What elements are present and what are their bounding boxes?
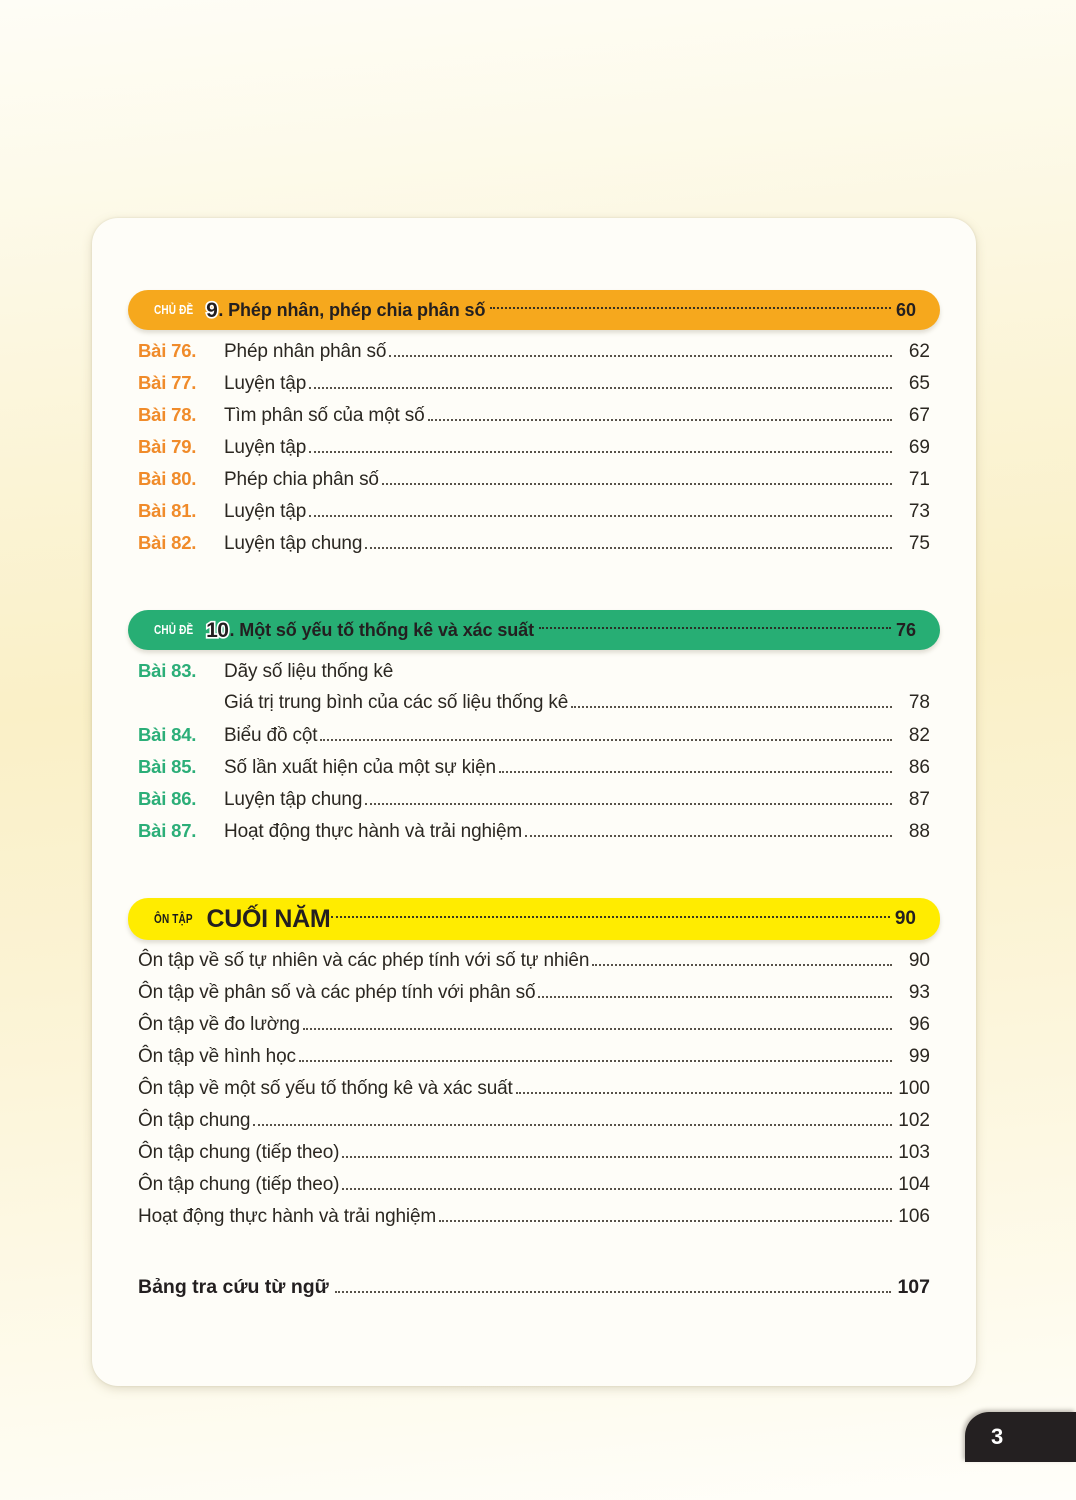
spacer (128, 852, 940, 898)
section-page-number: 90 (894, 908, 916, 929)
lesson-label: Bài 85. (138, 756, 197, 777)
lesson-title: Luyện tập chung (224, 789, 363, 810)
lesson-page-number: 62 (908, 341, 930, 362)
toc-row[interactable] (138, 1110, 930, 1142)
review-page-number: 93 (908, 982, 930, 1003)
review-title: Ôn tập chung (tiếp theo) (138, 1174, 340, 1195)
leader-dots (320, 738, 892, 741)
review-page-number: 103 (898, 1142, 930, 1163)
section-header-chapter-9[interactable] (128, 290, 940, 330)
leader-dots (592, 963, 892, 966)
section-separator: . (229, 619, 235, 640)
lesson-page-number: 78 (908, 692, 930, 713)
leader-dots (539, 626, 891, 629)
lesson-title: Phép nhân phân số (224, 341, 387, 362)
review-title: Ôn tập về số tự nhiên và các phép tính với số tự nhiên (138, 950, 590, 971)
lesson-page-number: 69 (908, 437, 930, 458)
toc-row[interactable] (138, 436, 930, 468)
lesson-page-number: 87 (908, 789, 930, 810)
spacer (128, 564, 940, 610)
review-page-number: 90 (908, 950, 930, 971)
review-title: Ôn tập về hình học (138, 1046, 296, 1067)
leader-dots (335, 1290, 892, 1293)
leader-dots (516, 1091, 892, 1094)
leader-dots (428, 418, 892, 421)
leader-dots (499, 770, 892, 773)
lesson-title: Luyện tập (224, 501, 307, 522)
toc-row[interactable] (138, 532, 930, 564)
lesson-list-chapter-10 (128, 660, 940, 852)
lesson-label: Bài 81. (138, 500, 197, 521)
review-page-number: 96 (908, 1014, 930, 1035)
section-page-number: 76 (895, 619, 916, 640)
content-card (92, 218, 976, 1386)
review-title: Ôn tập về một số yếu tố thống kê và xác suất (138, 1078, 513, 1099)
lesson-label: Bài 82. (138, 532, 197, 553)
lesson-page-number: 67 (908, 405, 930, 426)
lesson-label: Bài 80. (138, 468, 197, 489)
index-entry-title: Bảng tra cứu từ ngữ (138, 1276, 329, 1298)
toc-row-continuation[interactable] (138, 692, 930, 724)
section-number-badge: 10 (206, 618, 229, 642)
lesson-page-number: 75 (908, 533, 930, 554)
lesson-title: Biểu đồ cột (224, 725, 318, 746)
index-entry-row[interactable] (128, 1276, 940, 1299)
leader-dots (389, 354, 892, 357)
section-kicker-label: CHỦ ĐỀ (154, 623, 194, 637)
review-list (128, 950, 940, 1238)
leader-dots (365, 546, 892, 549)
toc-row[interactable] (138, 340, 930, 372)
leader-dots (309, 514, 892, 517)
leader-dots (303, 1027, 892, 1030)
lesson-page-number: 82 (908, 725, 930, 746)
leader-dots (396, 676, 892, 677)
section-title (229, 620, 533, 641)
review-page-number: 106 (898, 1206, 930, 1227)
toc-row[interactable] (138, 788, 930, 820)
leader-dots (342, 1187, 892, 1190)
lesson-label: Bài 86. (138, 788, 197, 809)
toc-row[interactable] (138, 404, 930, 436)
review-page-number: 102 (898, 1110, 930, 1131)
leader-dots (309, 450, 892, 453)
lesson-title: Luyện tập chung (224, 533, 363, 554)
lesson-label: Bài 76. (138, 340, 197, 361)
toc-row[interactable] (138, 1206, 930, 1238)
toc-row[interactable] (138, 500, 930, 532)
page-number: 3 (991, 1424, 1004, 1449)
section-header-review[interactable] (128, 898, 940, 940)
lesson-label: Bài 87. (138, 820, 197, 841)
leader-dots (365, 802, 892, 805)
leader-dots (525, 834, 892, 837)
leader-dots (253, 1123, 892, 1126)
review-page-number: 100 (898, 1078, 930, 1099)
toc-row[interactable] (138, 1142, 930, 1174)
lesson-page-number: 86 (908, 757, 930, 778)
leader-dots (342, 1155, 892, 1158)
review-title: Ôn tập chung (138, 1110, 251, 1131)
lesson-title: Dãy số liệu thống kê (224, 661, 394, 682)
toc-row[interactable] (138, 1078, 930, 1110)
toc-row[interactable] (138, 468, 930, 500)
index-entry-page-number: 107 (897, 1276, 930, 1298)
section-kicker-label: CHỦ ĐỀ (154, 303, 194, 317)
lesson-page-number: 88 (908, 821, 930, 842)
lesson-title: Luyện tập (224, 373, 307, 394)
leader-dots (439, 1219, 892, 1222)
toc-row[interactable] (138, 982, 930, 1014)
toc-row[interactable] (138, 820, 930, 852)
leader-dots (382, 482, 892, 485)
lesson-page-number: 73 (908, 501, 930, 522)
review-title: Ôn tập về đo lường (138, 1014, 300, 1035)
section-page-number: 60 (895, 299, 916, 320)
lesson-list-chapter-9 (128, 340, 940, 564)
toc-row[interactable] (138, 372, 930, 404)
lesson-label: Bài 78. (138, 404, 197, 425)
leader-dots (538, 995, 892, 998)
lesson-label: Bài 77. (138, 372, 197, 393)
review-page-number: 104 (898, 1174, 930, 1195)
review-page-number: 99 (908, 1046, 930, 1067)
lesson-page-number: 65 (908, 373, 930, 394)
lesson-title: Số lần xuất hiện của một sự kiện (224, 757, 496, 778)
lesson-title: Luyện tập (224, 437, 307, 458)
lesson-page-number: 71 (908, 469, 930, 490)
toc-container (92, 218, 976, 1299)
review-title: Ôn tập chung (tiếp theo) (138, 1142, 340, 1163)
lesson-title: Phép chia phân số (224, 469, 379, 490)
review-title: Ôn tập về phân số và các phép tính với phân số (138, 982, 536, 1003)
review-title: Hoạt động thực hành và trải nghiệm (138, 1206, 437, 1227)
leader-dots (571, 705, 892, 708)
leader-dots (309, 386, 892, 389)
toc-row[interactable] (138, 1046, 930, 1078)
toc-row[interactable] (138, 660, 930, 692)
section-title (218, 300, 485, 321)
leader-dots (299, 1059, 892, 1062)
toc-row[interactable] (138, 1014, 930, 1046)
lesson-title: Giá trị trung bình của các số liệu thống kê (224, 692, 569, 713)
section-title-text: Phép nhân, phép chia phân số (228, 299, 486, 320)
section-number-badge: 9 (206, 298, 218, 322)
section-header-chapter-10[interactable] (128, 610, 940, 650)
section-title-text: Một số yếu tố thống kê và xác suất (239, 619, 534, 640)
lesson-label: Bài 84. (138, 724, 197, 745)
lesson-title: Hoạt động thực hành và trải nghiệm (224, 821, 523, 842)
leader-dots (331, 915, 889, 918)
section-separator: . (218, 299, 224, 320)
leader-dots (490, 306, 891, 309)
lesson-label: Bài 79. (138, 436, 197, 457)
section-kicker-label: ÔN TẬP (154, 912, 193, 926)
lesson-label: Bài 83. (138, 660, 197, 681)
toc-row[interactable] (138, 724, 930, 756)
toc-row[interactable] (138, 1174, 930, 1206)
page-number-tab (965, 1412, 1076, 1462)
lesson-title: Tìm phân số của một số (224, 405, 425, 426)
toc-row[interactable] (138, 950, 930, 982)
toc-row[interactable] (138, 756, 930, 788)
section-title-text: CUỐI NĂM (206, 904, 331, 933)
